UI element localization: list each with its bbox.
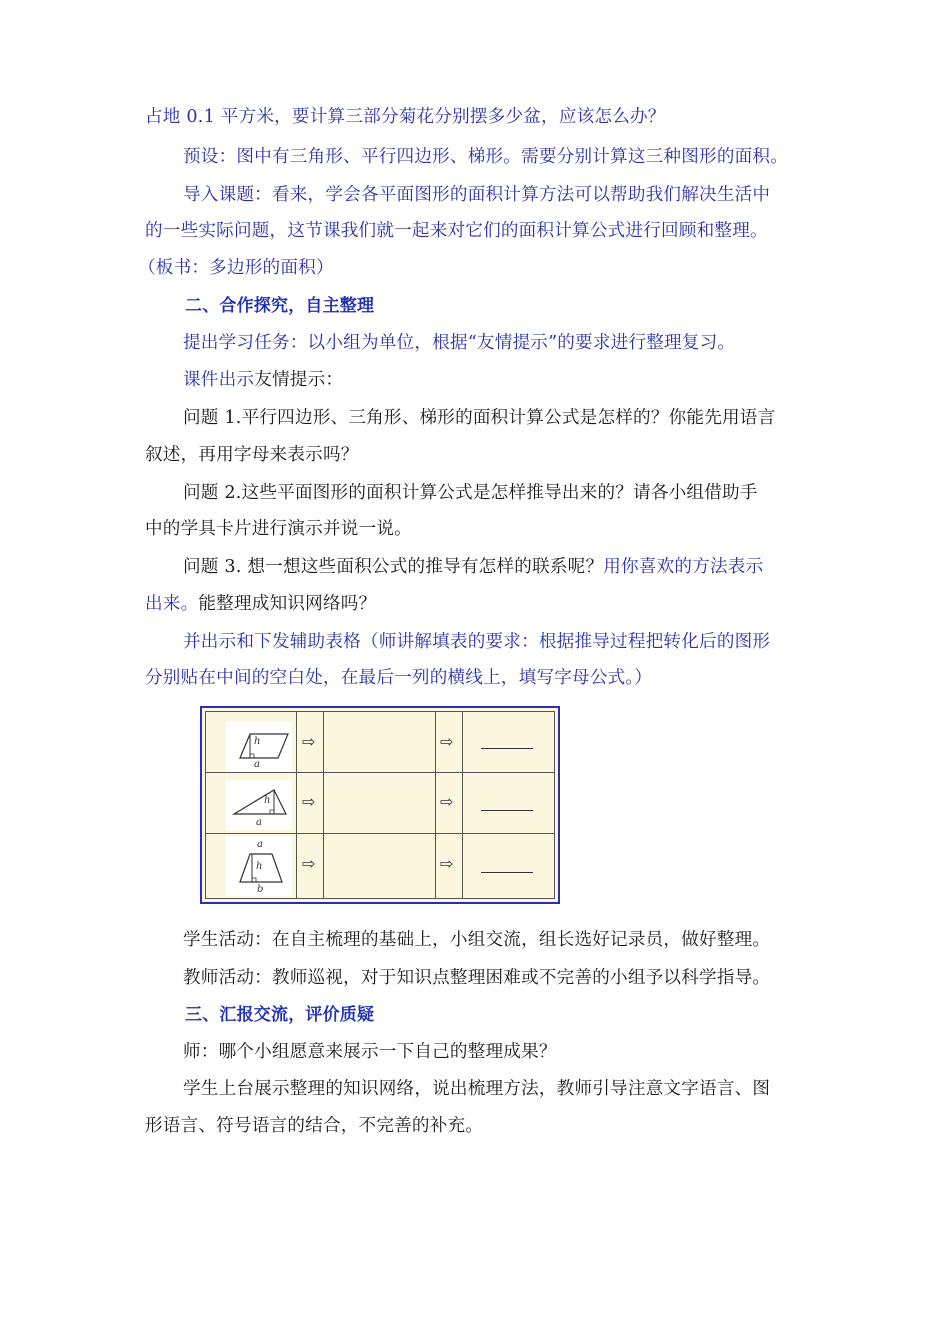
arrow-right-icon: ⇨: [440, 854, 454, 873]
paragraph-text-span: 友情提示：: [254, 370, 344, 390]
figure-label: h: [264, 795, 271, 806]
formula-blank[interactable]: [481, 810, 533, 811]
paragraph-text: 预设：图中有三角形、平行四边形、梯形。需要分别计算这三种图形的面积。: [183, 147, 788, 167]
worksheet-table: [200, 706, 560, 904]
paragraph-text: [145, 592, 376, 616]
formula-blank[interactable]: [481, 872, 533, 873]
paragraph-text: 学生活动：在自主梳理的基础上，小组交流，组长选好记录员，做好整理。: [183, 930, 771, 950]
grid-line: [323, 712, 324, 898]
paragraph-text: 提出学习任务：以小组为单位，根据“友情提示”的要求进行整理复习。: [183, 333, 736, 353]
figure-label: h: [256, 861, 263, 872]
paragraph-text-span: 问题 3. 想一想这些面积公式的推导有怎样的联系呢？: [183, 557, 604, 577]
paragraph-text: 教师活动：教师巡视，对于知识点整理困难或不完善的小组予以科学指导。: [183, 968, 771, 988]
paragraph-text: 形语言、符号语言的结合，不完善的补充。: [145, 1116, 484, 1136]
paragraph-text: 导入课题：看来，学会各平面图形的面积计算方法可以帮助我们解决生活中: [183, 185, 771, 205]
section-heading: 二、合作探究，自主整理: [185, 296, 375, 316]
arrow-right-icon: ⇨: [302, 792, 316, 811]
arrow-right-icon: ⇨: [440, 732, 454, 751]
worksheet-grid: [205, 711, 555, 899]
arrow-right-icon: ⇨: [302, 732, 316, 751]
paragraph-text: 的一些实际问题，这节课我们就一起来对它们的面积计算公式进行回顾和整理。: [145, 221, 768, 241]
trapezoid-figure: [226, 836, 292, 896]
grid-line: [206, 833, 554, 834]
paragraph-text: 学生上台展示整理的知识网络，说出梳理方法，教师引导注意文字语言、图: [183, 1079, 771, 1099]
parallelogram-figure: [226, 722, 292, 772]
paragraph-text-span: 出来。: [145, 594, 199, 614]
figure-label: a: [257, 839, 263, 850]
paragraph-text-span: 课件出示: [183, 370, 255, 390]
paragraph-text: 问题 2.这些平面图形的面积计算公式是怎样推导出来的？请各小组借助手: [183, 483, 758, 503]
grid-line: [435, 712, 436, 898]
paragraph-text: [183, 555, 763, 579]
paragraph-text: 中的学具卡片进行演示并说一说。: [145, 519, 412, 539]
paragraph-text: 并出示和下发辅助表格（师讲解填表的要求：根据推导过程把转化后的图形: [183, 632, 771, 652]
paragraph-text: 叙述，再用字母来表示吗？: [145, 445, 359, 465]
paragraph-text: [183, 368, 343, 392]
figure-label: a: [256, 817, 262, 828]
grid-line: [296, 712, 297, 898]
figure-label: a: [254, 759, 260, 770]
figure-label: b: [257, 884, 264, 895]
paragraph-text: 师：哪个小组愿意来展示一下自己的整理成果？: [183, 1042, 557, 1062]
paragraph-text-span: 能整理成知识网络吗？: [198, 594, 377, 614]
triangle-figure: [226, 780, 292, 830]
paragraph-text: 占地 0.1 平方米，要计算三部分菊花分别摆多少盆，应该怎么办？: [145, 107, 666, 127]
arrow-right-icon: ⇨: [302, 854, 316, 873]
paragraph-text: 问题 1.平行四边形、三角形、梯形的面积计算公式是怎样的？你能先用语言: [183, 408, 776, 428]
arrow-right-icon: ⇨: [440, 792, 454, 811]
figure-label: h: [254, 736, 261, 747]
paragraph-text-span: 用你喜欢的方法表示: [603, 557, 764, 577]
formula-blank[interactable]: [481, 748, 533, 749]
grid-line: [462, 712, 463, 898]
section-heading: 三、汇报交流，评价质疑: [185, 1005, 375, 1025]
grid-line: [206, 772, 554, 773]
paragraph-text: 分别贴在中间的空白处，在最后一列的横线上，填写字母公式。）: [145, 668, 653, 688]
paragraph-text: （板书：多边形的面积）: [138, 258, 334, 278]
